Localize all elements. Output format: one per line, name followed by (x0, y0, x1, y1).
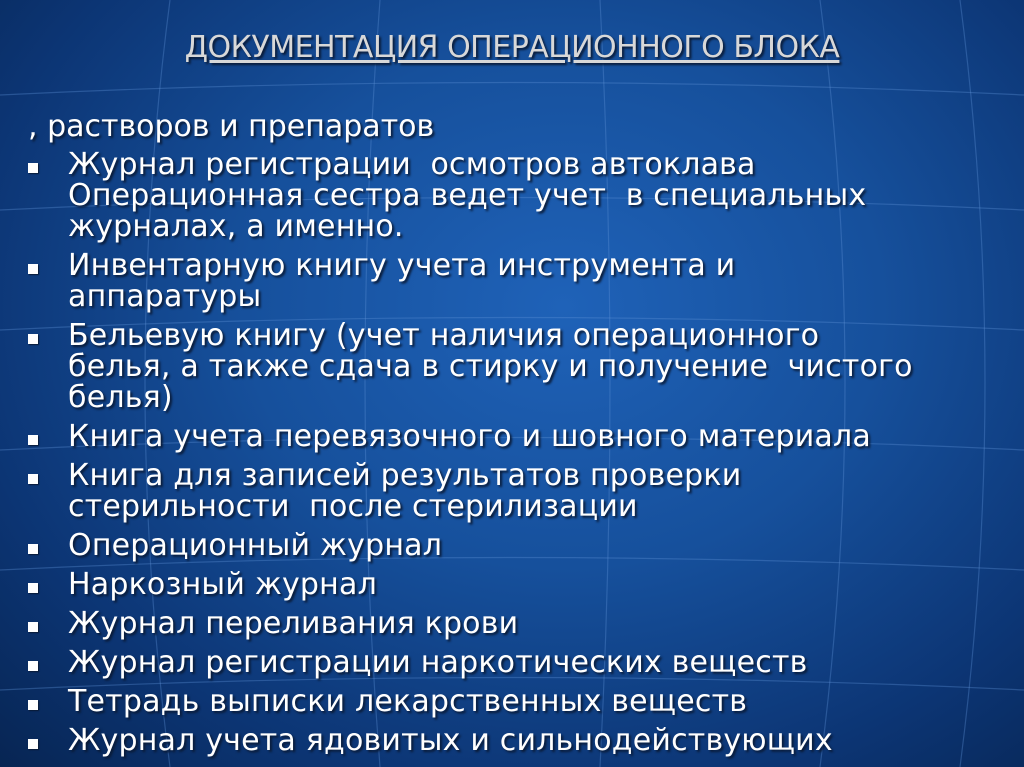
slide-title: ДОКУМЕНТАЦИЯ ОПЕРАЦИОННОГО БЛОКА (184, 30, 840, 65)
list-item (28, 250, 1018, 312)
square-bullet-icon (28, 474, 38, 484)
square-bullet-icon (28, 264, 38, 274)
list-item-text: Журнал регистрации наркотических веществ (68, 645, 808, 680)
list-item (28, 647, 1018, 678)
list-item-text: Журнал регистрации осмотров автоклава Операционная сестра ведет учет в специальных журналах, а именно. (68, 147, 867, 244)
list-item (28, 149, 1018, 242)
square-bullet-icon (28, 661, 38, 671)
square-bullet-icon (28, 622, 38, 632)
square-bullet-icon (28, 583, 38, 593)
list-item-text: Книга учета перевязочного и шовного материала (68, 419, 871, 454)
list-item (28, 608, 1018, 639)
list-item-text: Книга для записей результатов проверки стерильности после стерилизации (68, 458, 742, 524)
intro-text: , растворов и препаратов (28, 109, 435, 144)
square-bullet-icon (28, 544, 38, 554)
list-item (28, 460, 1018, 522)
list-item (28, 421, 1018, 452)
square-bullet-icon (28, 163, 38, 173)
list-item-text: Журнал переливания крови (68, 606, 519, 641)
documents-list (28, 149, 1018, 764)
list-item (28, 569, 1018, 600)
list-item (28, 530, 1018, 561)
list-item (28, 320, 1018, 413)
list-item (28, 686, 1018, 717)
square-bullet-icon (28, 435, 38, 445)
list-item-text: Бельевую книгу (учет наличия операционного белья, а также сдача в стирку и получение чистого белья) (68, 318, 913, 415)
list-item-text: Наркозный журнал (68, 567, 377, 602)
list-item-text: Операционный журнал (68, 528, 443, 563)
square-bullet-icon (28, 739, 38, 749)
square-bullet-icon (28, 700, 38, 710)
list-item (28, 725, 1018, 756)
list-item-text: Тетрадь выписки лекарственных веществ (68, 684, 748, 719)
square-bullet-icon (28, 334, 38, 344)
list-item-text: Журнал учета ядовитых и сильнодействующих (68, 723, 833, 758)
list-item-text: Инвентарную книгу учета инструмента и аппаратуры (68, 248, 736, 314)
